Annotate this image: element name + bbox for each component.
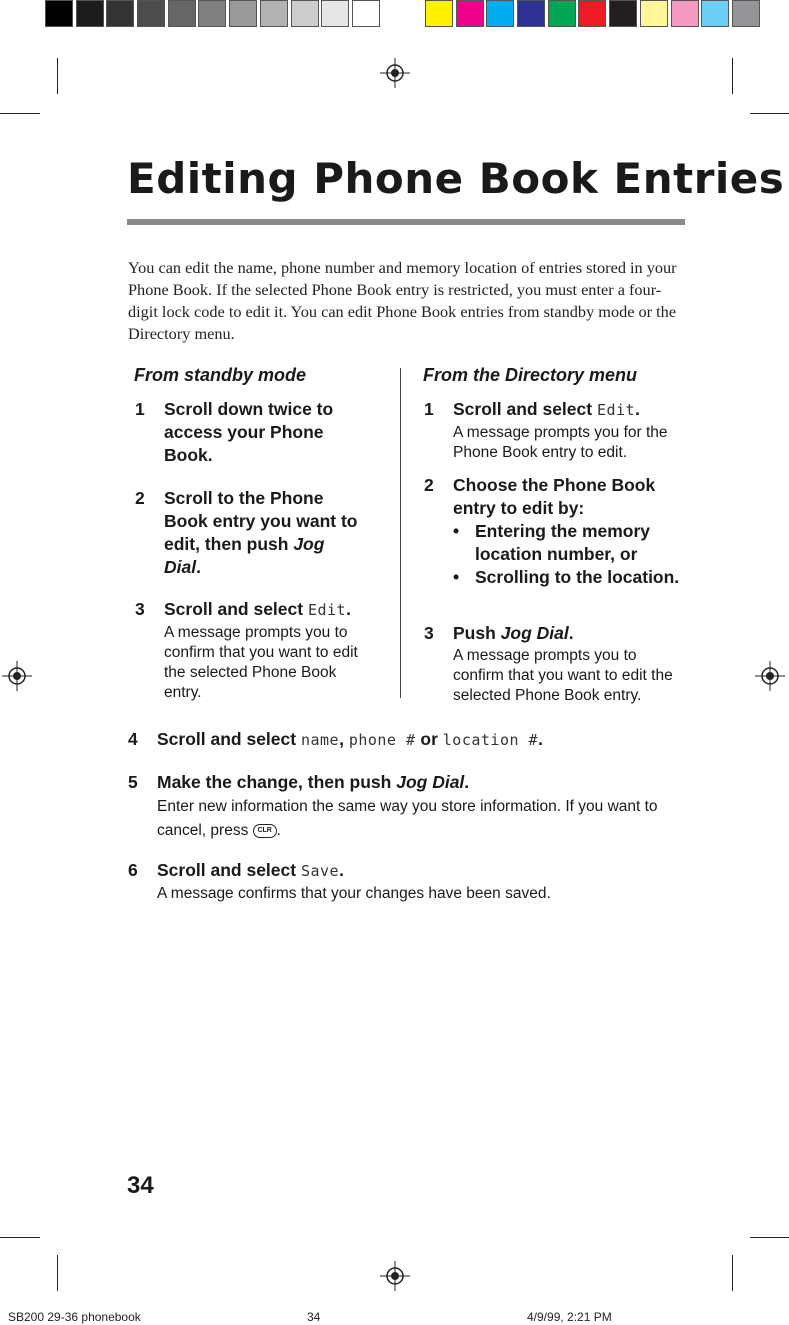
color-swatch — [732, 0, 760, 27]
gray-swatch — [198, 0, 226, 27]
color-swatch — [609, 0, 637, 27]
page-number: 34 — [127, 1172, 154, 1199]
color-swatch — [425, 0, 453, 27]
color-swatch — [701, 0, 729, 27]
process-color-bar — [425, 0, 763, 29]
intro-paragraph: You can edit the name, phone number and memory location of entries stored in your Phone Book. If the selected Phone Book entry is restricted, you must enter a four-digit lock code to edit it. You can edit Phone Book entries from standby mode or the Directory menu. — [128, 258, 677, 343]
gray-swatch — [106, 0, 134, 27]
footer-filename: SB200 29-36 phonebook — [8, 1310, 141, 1324]
crop-mark — [732, 1255, 733, 1291]
clr-key-icon: CLR — [253, 824, 277, 838]
color-swatch — [671, 0, 699, 27]
gray-swatch — [321, 0, 349, 27]
gray-swatch — [137, 0, 165, 27]
crop-mark — [732, 58, 733, 94]
color-swatch — [578, 0, 606, 27]
color-swatch — [640, 0, 668, 27]
standby-heading: From standby mode — [134, 365, 307, 385]
registration-mark-icon — [380, 58, 410, 88]
gray-swatch — [229, 0, 257, 27]
gray-swatch — [291, 0, 319, 27]
registration-mark-icon — [380, 1261, 410, 1291]
gray-swatch — [45, 0, 73, 27]
gray-swatch — [260, 0, 288, 27]
crop-mark — [750, 113, 789, 114]
gray-swatch — [76, 0, 104, 27]
color-swatch — [517, 0, 545, 27]
crop-mark — [0, 113, 40, 114]
crop-mark — [0, 1237, 40, 1238]
registration-mark-icon — [2, 661, 32, 691]
footer-date: 4/9/99, 2:21 PM — [527, 1310, 612, 1324]
bullet-item: • Scrolling to the location. — [453, 567, 680, 587]
bullet-item: • Entering the memory location number, or — [453, 521, 651, 564]
crop-mark — [57, 58, 58, 94]
gray-swatch — [352, 0, 380, 27]
color-swatch — [456, 0, 484, 27]
gray-ramp-bar — [45, 0, 383, 29]
title-rule — [127, 219, 685, 225]
column-divider — [400, 368, 401, 698]
page-title: Editing Phone Book Entries — [127, 154, 785, 203]
directory-heading: From the Directory menu — [423, 365, 638, 385]
color-swatch — [486, 0, 514, 27]
gray-swatch — [168, 0, 196, 27]
crop-mark — [57, 1255, 58, 1291]
footer-page: 34 — [307, 1310, 321, 1324]
registration-mark-icon — [755, 661, 785, 691]
crop-mark — [750, 1237, 789, 1238]
color-swatch — [548, 0, 576, 27]
